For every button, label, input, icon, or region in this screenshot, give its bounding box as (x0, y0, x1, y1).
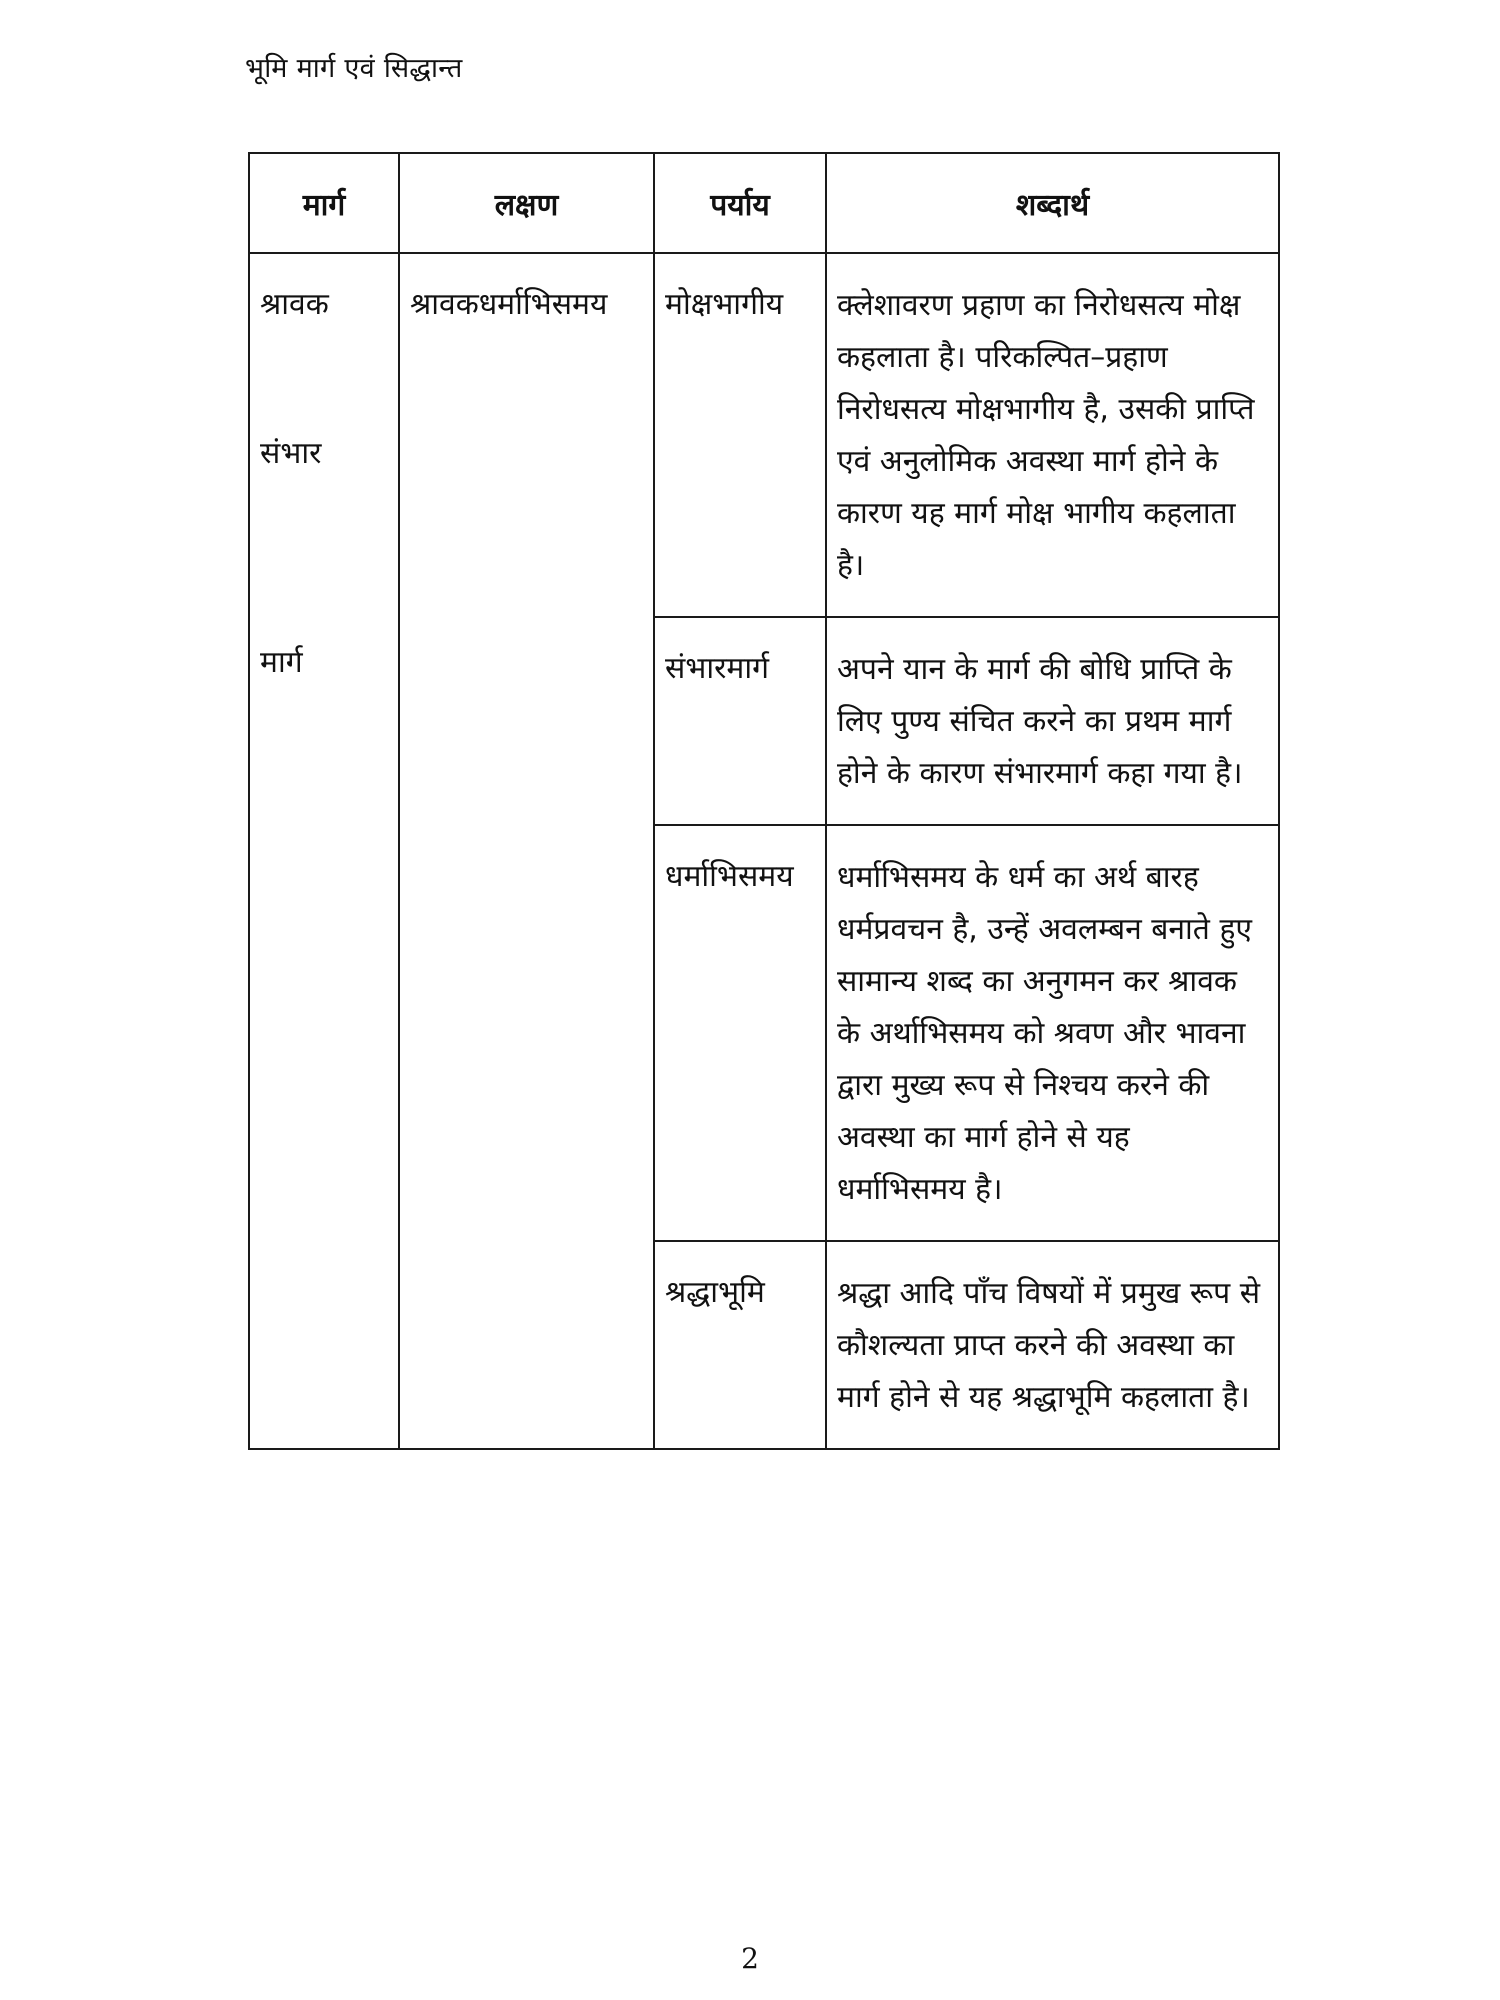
meaning-cell: धर्माभिसमय के धर्म का अर्थ बारह धर्मप्रवचन है, उन्हें अवलम्बन बनाते हुए सामान्य शब्द का अनुगमन कर श्रावक के अर्थाभिसमय को श्रवण और भावना द्वारा मुख्य रूप से निश्चय करने की अवस्था का मार्ग होने से यह धर्माभिसमय है। (826, 825, 1279, 1241)
paryay-cell: संभारमार्ग (654, 617, 826, 825)
table-header-row (249, 153, 1279, 253)
table-row (249, 253, 1279, 617)
column-header-marg: मार्ग (249, 153, 399, 253)
meaning-cell: क्लेशावरण प्रहाण का निरोधसत्य मोक्ष कहलाता है। परिकल्पित–प्रहाण निरोधसत्य मोक्षभागीय है, उसकी प्राप्ति एवं अनुलोमिक अवस्था मार्ग होने के कारण यह मार्ग मोक्ष भागीय कहलाता है। (826, 253, 1279, 617)
marg-word-marg: मार्ग (260, 645, 303, 680)
column-header-laksan: लक्षण (399, 153, 654, 253)
paryay-cell: श्रद्धाभूमि (654, 1241, 826, 1449)
meaning-cell: श्रद्धा आदि पाँच विषयों में प्रमुख रूप से कौशल्यता प्राप्त करने की अवस्था का मार्ग होने से यह श्रद्धाभूमि कहलाता है। (826, 1241, 1279, 1449)
paryay-cell: धर्माभिसमय (654, 825, 826, 1241)
column-header-meaning: शब्दार्थ (826, 153, 1279, 253)
marg-cell (249, 253, 399, 1449)
marg-word-shravak: श्रावक (260, 287, 329, 322)
running-title: भूमि मार्ग एवं सिद्धान्त (245, 53, 463, 84)
marg-table (248, 152, 1280, 1450)
meaning-cell: अपने यान के मार्ग की बोधि प्राप्ति के लिए पुण्य संचित करने का प्रथम मार्ग होने के कारण संभारमार्ग कहा गया है। (826, 617, 1279, 825)
column-header-paryay: पर्याय (654, 153, 826, 253)
page-number: 2 (741, 1942, 759, 1975)
marg-word-sambhar: संभार (260, 436, 322, 471)
laksan-cell: श्रावकधर्माभिसमय (399, 253, 654, 1449)
paryay-cell: मोक्षभागीय (654, 253, 826, 617)
